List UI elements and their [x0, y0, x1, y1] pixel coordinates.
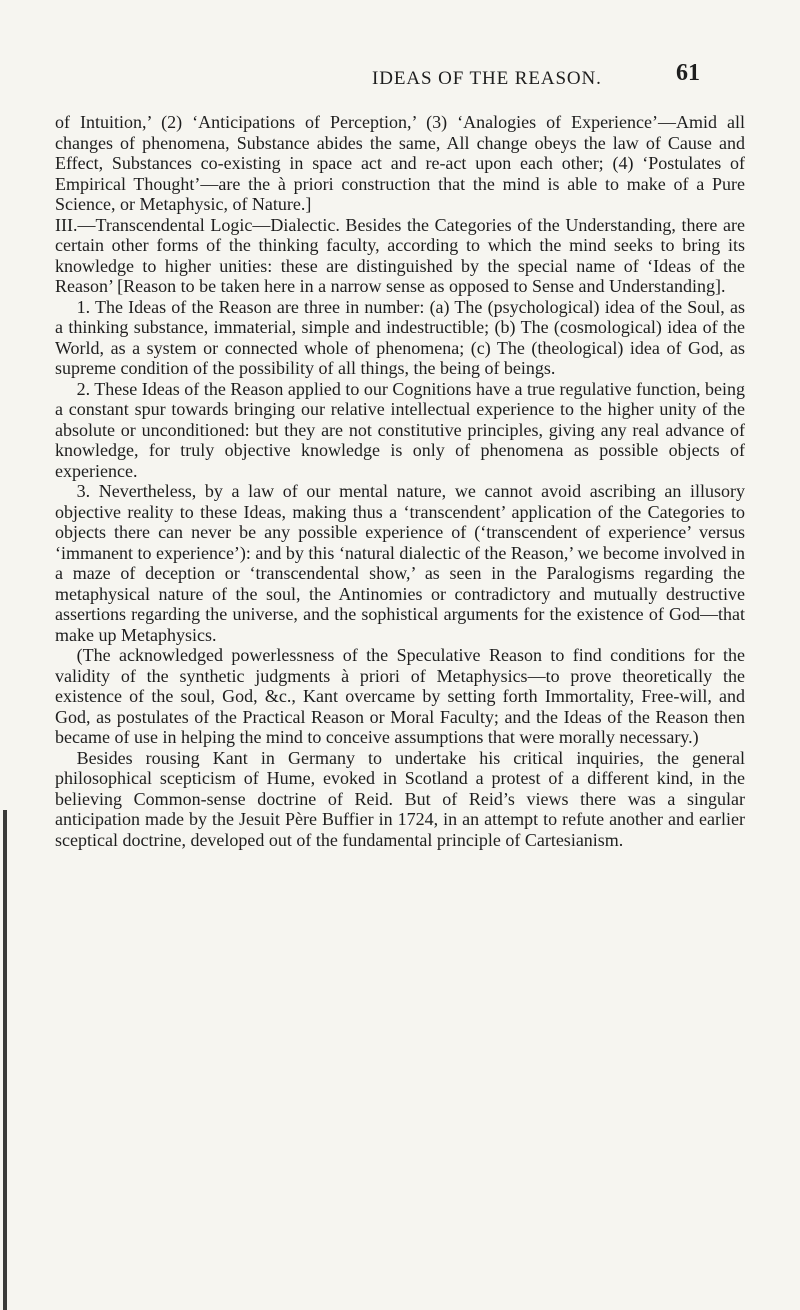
paragraph-transcendental-show: 3. Nevertheless, by a law of our mental nature, we cannot avoid ascribing an illusory objective reality to these Ideas, making thus a ‘transcendent’ application of the Categories to objects there can never be any possible experience of (‘transcendent of experience’ versus ‘immanent to experience’): and by this ‘natural dialectic of the Reason,’ we become involved in a maze of deception or ‘transcendental show,’ as seen in the Paralogisms regarding the metaphysical nature of the soul, the Antinomies or contradictory and mutually destructive assertions regarding the universe, and the sophistical arguments for the existence of God—that make up Metaphysics. [55, 481, 745, 645]
paragraph-practical-reason: (The acknowledged powerlessness of the Speculative Reason to find conditions for the validity of the synthetic judgments à priori of Metaphysics—to prove theoretically the existence of the soul, God, &c., Kant overcame by setting forth Immortality, Free-will, and God, as postulates of the Practical Reason or Moral Faculty; and the Ideas of the Reason then became of use in helping the mind to conceive assumptions that were morally necessary.) [55, 645, 745, 747]
binding-shadow [3, 810, 7, 1310]
paragraph-dialectic: III.—Transcendental Logic—Dialectic. Besides the Categories of the Understanding, there are certain other forms of the thinking faculty, according to which the mind seeks to bring its knowledge to higher unities: these are distinguished by the special name of ‘Ideas of the Reason’ [Reason to be taken here in a narrow sense as opposed to Sense and Understanding]. [55, 214, 745, 296]
page-number: 61 [676, 60, 700, 86]
paragraph-intuition: of Intuition,’ (2) ‘Anticipations of Perception,’ (3) ‘Analogies of Experience’—Amid all changes of phenomena, Substance abides the same, All change obeys the law of Cause and Effect, Substances co-existing in space act and re-act upon each other; (4) ‘Postulates of Empirical Thought’—are the à priori construction that the mind is able to make of a Pure Science, or Metaphysic, of Nature.] [55, 112, 745, 214]
running-head: IDEAS OF THE REASON. [372, 68, 602, 89]
paragraph-regulative-function: 2. These Ideas of the Reason applied to our Cognitions have a true regulative function, being a constant spur towards bringing our relative intellectual experience to the higher unity of the absolute or unconditioned: but they are not constitutive principles, giving any real advance of knowledge, for truly objective knowledge is only of phenomena as possible objects of experience. [55, 378, 745, 481]
body-text [55, 112, 745, 850]
paragraph-ideas-three: 1. The Ideas of the Reason are three in number: (a) The (psychological) idea of the Soul, as a thinking substance, immaterial, simple and indestructible; (b) The (cosmological) idea of the World, as a system or connected whole of phenomena; (c) The (theological) idea of God, as supreme condition of the possibility of all things, the being of beings. [55, 296, 745, 378]
paragraph-hume-reid: Besides rousing Kant in Germany to undertake his critical inquiries, the general philosophical scepticism of Hume, evoked in Scotland a protest of a different kind, in the believing Common-sense doctrine of Reid. But of Reid’s views there was a singular anticipation made by the Jesuit Père Buffier in 1724, in an attempt to refute another and earlier sceptical doctrine, developed out of the fundamental principle of Cartesianism. [55, 747, 745, 850]
